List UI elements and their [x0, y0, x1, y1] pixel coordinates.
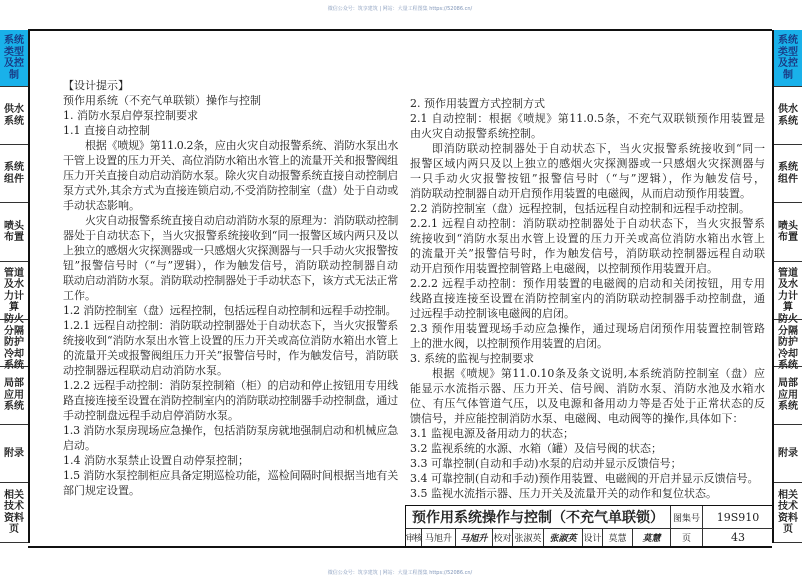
- text-line: 部门规定设置。: [63, 484, 140, 497]
- left-text-column: [63, 78, 398, 498]
- check-label: 校对: [493, 529, 513, 546]
- page-number: 43: [731, 531, 745, 544]
- text-line: 2.2.1 远程自动控制：消防联动控制器处于自动状态下，当火灾报警系: [410, 217, 765, 230]
- nav-item-8[interactable]: [0, 425, 28, 483]
- nav-item-9[interactable]: [774, 483, 802, 543]
- nav-item-3[interactable]: [774, 145, 802, 203]
- design-label: 设计: [583, 529, 603, 546]
- nav-item-6[interactable]: [774, 314, 802, 372]
- title-block: [405, 505, 772, 546]
- nav-item-label: 防火分隔防护冷却系统: [778, 314, 798, 372]
- nav-item-label: 喷头布置: [778, 220, 798, 243]
- designer-name: 莫慧: [603, 529, 633, 546]
- nav-item-3[interactable]: [0, 145, 28, 203]
- text-line: 3.3 可靠控制(自动和手动)水泵的启动并显示反馈信号；: [410, 457, 682, 470]
- atlas-label: 图集号: [671, 506, 703, 529]
- text-line: 根据《喷规》第11.0.2条，应由火灾自动报警系统、消防水泵出水: [85, 139, 398, 152]
- left-section-nav: [0, 30, 30, 543]
- text-line: 过远程手动控制该电磁阀的启闭。: [410, 307, 575, 320]
- nav-item-8[interactable]: [774, 425, 802, 483]
- text-line: 一只手动火灾报警按钮”报警信号时（“与”逻辑），作为触发信号，: [410, 172, 765, 185]
- nav-item-label: 防火分隔防护冷却系统: [4, 314, 24, 372]
- nav-item-2[interactable]: [774, 87, 802, 145]
- reviewer-signature: 马旭升: [456, 529, 493, 546]
- nav-item-7[interactable]: [0, 367, 28, 425]
- text-line: 馈信号，并应能控制消防水泵、电磁阀、电动阀等的操作,具体如下：: [410, 412, 744, 425]
- text-line: 消防联动控制器自动开启预作用装置的电磁阀，从而启动预作用装置。: [410, 187, 751, 200]
- text-line: 器处于自动状态下，当火灾报警系统接收到“同一报警区域内两只及以: [63, 229, 398, 242]
- text-line: 能显示水流指示器、压力开关、信号阀、消防水泵、消防水池及水箱水: [410, 382, 765, 395]
- page-label: 页: [671, 529, 703, 546]
- text-line: 位、有压气体管道气压，以及电源和备用动力等是否处于正常状态的反: [410, 397, 765, 410]
- text-line: 手动控制盘远程手动启停消防水泵。: [63, 409, 239, 422]
- text-line: 上独立的感烟火灾探测器或一只感烟火灾探测器与一只手动火灾报警按: [63, 244, 398, 257]
- nav-item-label: 局部应用系统: [4, 378, 24, 413]
- text-line: 2. 预作用装置方式控制方式: [410, 97, 545, 110]
- text-line: 报警区域内两只及以上独立的感烟火灾探测器或一只感烟火灾探测器与: [410, 157, 765, 170]
- designer-signature: 莫慧: [633, 529, 671, 546]
- review-label: 审核: [406, 529, 422, 546]
- nav-item-label: 系统组件: [4, 162, 24, 185]
- text-line: 3.1 监视电源及备用动力的状态；: [410, 427, 574, 440]
- text-line: 线路直接连接至设置在消防控制室内的消防联动控制器手动控制盘，通: [410, 292, 765, 305]
- text-line: 统接收到“消防水泵出水管上设置的压力开关或高位消防水箱出水管上: [410, 232, 765, 245]
- nav-item-4[interactable]: [0, 203, 28, 262]
- text-line: 即消防联动控制器处于自动状态下，当火灾报警系统接收到“同一: [432, 142, 765, 155]
- text-line: 3.2 监视系统的水源、水箱（罐）及信号阀的状态；: [410, 442, 662, 455]
- atlas-number: 19S910: [703, 506, 773, 529]
- nav-item-label: 供水系统: [4, 104, 24, 127]
- text-line: 根据《喷规》第11.0.10条及条文说明,本系统消防控制室（盘）应: [432, 367, 765, 380]
- nav-item-label: 管道及水力计算: [778, 267, 798, 313]
- text-line: 1.4 消防水泵禁止设置自动停泵控制；: [63, 454, 249, 467]
- text-line: 3.4 可靠控制(自动和手动)预作用装置、电磁阀的开启并显示反馈信号。: [410, 472, 759, 485]
- nav-item-9[interactable]: [0, 483, 28, 543]
- nav-item-label: 相关技术资料页: [778, 489, 798, 535]
- text-line: 统接收到“消防水泵出水管上设置的压力开关或高位消防水箱出水管上: [63, 334, 398, 347]
- checker-signature: 张淑英: [544, 529, 583, 546]
- text-line: 预作用系统（不充气单联锁）操作与控制: [63, 94, 261, 107]
- text-line: 火灾自动报警系统直接自动启动消防水泵的原理为：消防联动控制: [85, 214, 399, 227]
- text-line: 2.3 预作用装置现场手动应急操作，通过现场启闭预作用装置控制管路: [410, 322, 765, 335]
- text-line: 1. 消防水泵启停泵控制要求: [63, 109, 198, 122]
- nav-item-label: 喷头布置: [4, 220, 24, 243]
- text-line: 1.2 消防控制室（盘）远程控制，包括远程自动控制和远程手动控制。: [63, 304, 397, 317]
- nav-item-label: 附录: [4, 447, 24, 459]
- nav-item-4[interactable]: [774, 203, 802, 262]
- nav-item-label: 系统组件: [778, 162, 798, 185]
- nav-item-label: 相关技术资料页: [4, 489, 24, 535]
- right-text-column: [410, 96, 765, 501]
- nav-item-1[interactable]: [0, 30, 28, 87]
- text-line: 3.5 监视水流指示器、压力开关及流量开关的动作和复位状态。: [410, 487, 717, 500]
- drawing-title: 预作用系统操作与控制（不充气单联锁）: [406, 506, 671, 529]
- text-line: 1.1 直接自动控制: [63, 124, 150, 137]
- text-line: 手动状态影响。: [63, 199, 140, 212]
- text-line: 干管上设置的压力开关、高位消防水箱出水管上的流量开关和报警阀组: [63, 154, 398, 167]
- checker-name: 张淑英: [513, 529, 544, 546]
- nav-item-6[interactable]: [0, 314, 28, 372]
- text-line: 1.3 消防水泵房现场应急操作，包括消防泵房就地强制启动和机械应急: [63, 424, 398, 437]
- watermark-top: 微信公众号：筑享建筑 | 网站：大量工程图集 https://52086.cn/: [327, 6, 473, 12]
- text-line: 启动。: [63, 439, 96, 452]
- text-line: 【设计提示】: [63, 79, 129, 92]
- text-line: 上的泄水阀，以控制预作用装置的启闭。: [410, 337, 608, 350]
- text-line: 1.2.2 远程手动控制：消防泵控制箱（柜）的启动和停止按钮用专用线: [63, 379, 398, 392]
- nav-item-1[interactable]: [774, 30, 802, 87]
- reviewer-name: 马旭升: [422, 529, 456, 546]
- text-line: 联动启动消防水泵。消防联动控制器处于手动状态下，该方式无法正常: [63, 274, 398, 287]
- nav-item-5[interactable]: [774, 262, 802, 320]
- nav-item-label: 局部应用系统: [778, 378, 798, 413]
- nav-item-7[interactable]: [774, 367, 802, 425]
- text-line: 2.2.2 远程手动控制：预作用装置的电磁阀的启动和关闭按钮，用专用: [410, 277, 765, 290]
- right-section-nav: [772, 30, 802, 543]
- nav-item-label: 系统类型及控制: [778, 35, 798, 81]
- watermark-bottom: 微信公众号：筑享建筑 | 网站：大量工程图集 https://52086.cn/: [327, 570, 473, 576]
- text-line: 钮”报警信号时（“与”逻辑），作为触发信号，消防联动控制器自动: [63, 259, 398, 272]
- nav-item-label: 附录: [778, 447, 798, 459]
- text-line: 1.2.1 远程自动控制：消防联动控制器处于自动状态下，当火灾报警系: [63, 319, 398, 332]
- nav-item-label: 供水系统: [778, 104, 798, 127]
- text-line: 由火灾自动报警系统控制。: [410, 127, 542, 140]
- nav-item-2[interactable]: [0, 87, 28, 145]
- text-line: 的流量开关或报警阀组压力开关”报警信号时，作为触发信号，消防联: [63, 349, 398, 362]
- text-line: 2.2 消防控制室（盘）远程控制，包括远程自动控制和远程手动控制。: [410, 202, 750, 215]
- text-line: 路直接连接至设置在消防控制室内的消防联动控制器手动控制盘，通过: [63, 394, 398, 407]
- text-line: 工作。: [63, 289, 96, 302]
- nav-item-label: 管道及水力计算: [4, 267, 24, 313]
- text-line: 的流量开关”报警信号时，作为触发信号，消防联动控制器远程自动联: [410, 247, 765, 260]
- text-line: 2.1 自动控制：根据《喷规》第11.0.5条，不充气双联锁预作用装置是: [410, 112, 765, 125]
- nav-item-label: 系统类型及控制: [4, 35, 24, 81]
- nav-item-5[interactable]: [0, 262, 28, 320]
- text-line: 3. 系统的监视与控制要求: [410, 352, 534, 365]
- text-line: 1.5 消防水泵控制柜应具备定期巡检功能，巡检间隔时间根据当地有关: [63, 469, 398, 482]
- text-line: 动开启预作用装置控制管路上电磁阀，以控制预作用装置开启。: [410, 262, 718, 275]
- text-line: 压力开关直接自动启动消防水泵。除火灾自动报警系统直接自动控制启: [63, 169, 398, 182]
- text-line: 泵方式外,其余方式为直接连锁启动,不受消防控制室（盘）处于自动或: [63, 184, 398, 197]
- text-line: 动控制器远程联动启动消防水泵。: [63, 364, 228, 377]
